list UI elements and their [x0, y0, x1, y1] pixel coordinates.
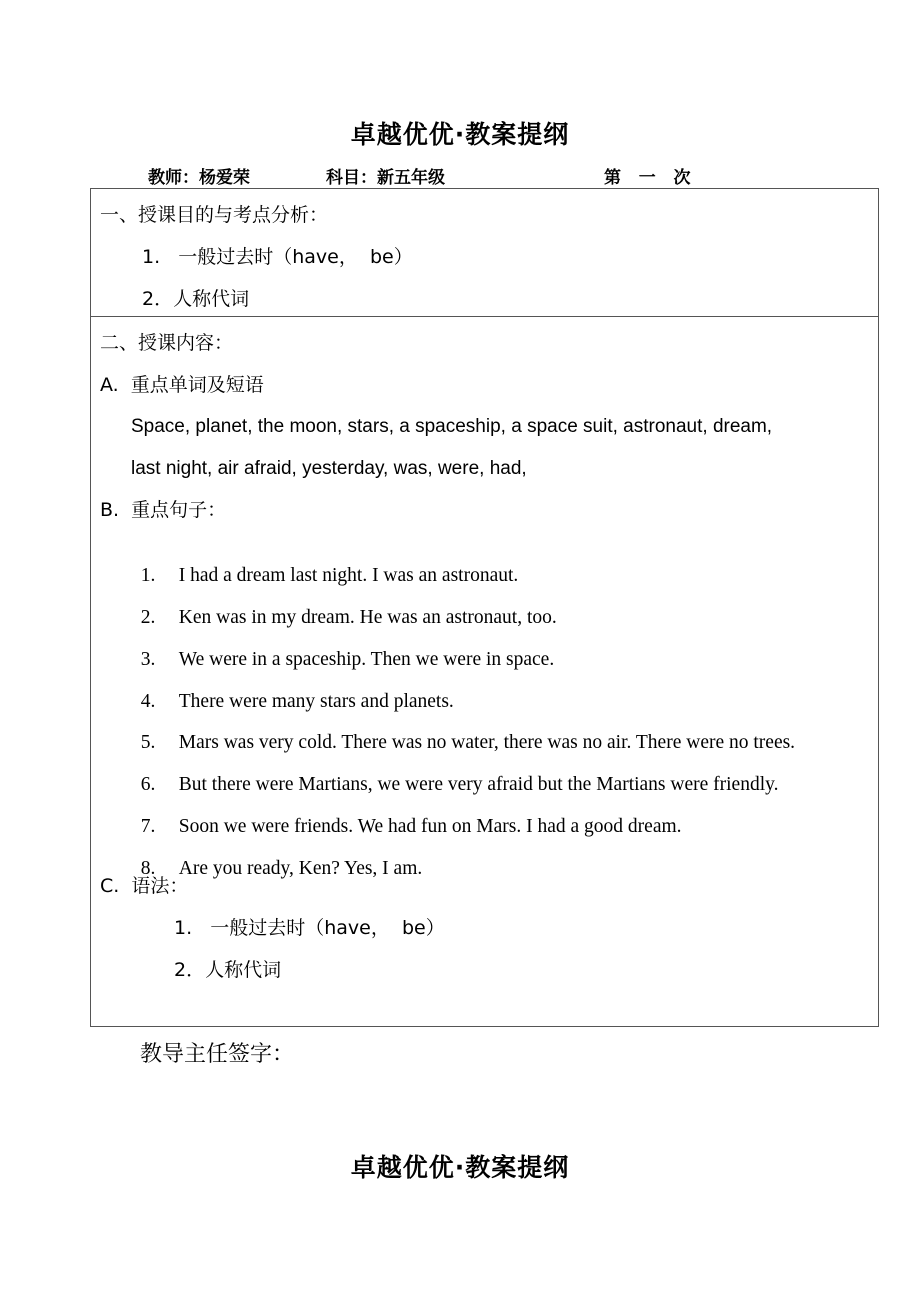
grammar-item: 2．人称代词 [174, 959, 282, 981]
grammar-item: 1. 一般过去时（have， be） [174, 917, 445, 939]
sentence-text: We were in a spaceship. Then we were in space. [178, 649, 555, 670]
sentence-text: Ken was in my dream. He was an astronaut, too. [178, 607, 557, 628]
part-a-heading: A. 重点单词及短语 [100, 374, 264, 396]
sentence-item [131, 749, 779, 797]
vocab-line: Space, planet, the moon, stars, a spaceship, a space suit, astronaut, dream, [131, 416, 773, 437]
sentence-text: I had a dream last night. I was an astronaut. [178, 565, 519, 586]
objective-item: 2．人称代词 [142, 288, 250, 310]
sentence-text: Are you ready, Ken? Yes, I am. [178, 858, 423, 879]
sentence-text: But there were Martians, we were very afraid but the Martians were friendly. [178, 774, 779, 795]
sentence-number: 7. [140, 816, 156, 837]
sentence-number: 4. [140, 691, 156, 712]
part-c-heading: C. 语法： [100, 875, 189, 897]
sentence-number: 1. [140, 565, 156, 586]
sentence-number: 6. [140, 774, 156, 795]
page-title: 卓越优优·教案提纲 [350, 120, 570, 149]
sentence-text: Soon we were friends. We had fun on Mars. I had a good dream. [178, 816, 682, 837]
teacher-label: 教师：杨爱荣 [148, 168, 250, 188]
part-b-heading: B. 重点句子： [100, 499, 227, 521]
session-label: 第 一 次 [604, 168, 691, 188]
vocab-line: last night, air afraid, yesterday, was, were, had, [131, 458, 527, 479]
sentence-item [131, 791, 682, 839]
sentence-item [131, 624, 554, 672]
sentence-number: 8. [140, 858, 156, 879]
sentence-item [131, 582, 557, 630]
objectives-heading: 一、授课目的与考点分析： [100, 204, 329, 226]
sentence-item [131, 707, 795, 755]
subject-label: 科目：新五年级 [326, 168, 445, 188]
sentence-number: 2. [140, 607, 156, 628]
sentence-number: 3. [140, 649, 156, 670]
sentence-item [131, 540, 518, 588]
signature-label: 教导主任签字： [140, 1042, 295, 1067]
objective-item: 1. 一般过去时（have， be） [142, 246, 413, 268]
sentence-number: 5. [140, 732, 156, 753]
sentence-text: Mars was very cold. There was no water, there was no air. There were no trees. [178, 732, 796, 753]
next-page-title: 卓越优优·教案提纲 [350, 1153, 570, 1182]
sentence-text: There were many stars and planets. [178, 691, 454, 712]
content-heading: 二、授课内容： [100, 332, 234, 354]
